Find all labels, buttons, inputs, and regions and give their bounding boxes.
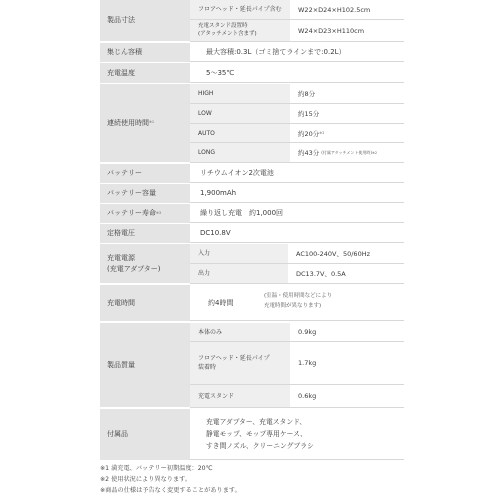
label-capacity: バッテリー容量 xyxy=(100,184,190,203)
label-adapter-sub: (充電アダプター) xyxy=(107,264,161,273)
value-voltage: DC10.8V xyxy=(200,229,231,237)
label-battery: バッテリー xyxy=(100,164,190,183)
row-adapter xyxy=(100,244,404,284)
footnote: ※1 満充電、バッテリー初期温度：20℃ xyxy=(100,465,213,472)
row-capacity xyxy=(100,184,404,204)
adapter-input-key: 入力 xyxy=(190,244,288,263)
row-life xyxy=(100,204,404,224)
value-temp: 5〜35℃ xyxy=(206,68,235,77)
accessory-line: 充電アダプター、充電スタンド、 xyxy=(206,418,307,426)
runtime-item: HIGH 約8分 xyxy=(190,84,404,104)
size-value-stand: W24×D23×H110cm xyxy=(298,26,365,35)
charge-note-2: 充電時間が異なります) xyxy=(264,303,322,310)
value-capacity: 1,900mAh xyxy=(200,189,237,197)
row-voltage xyxy=(100,224,404,244)
row-accessories xyxy=(100,409,404,461)
weight-full-key-sub: 装着時 xyxy=(198,364,217,371)
runtime-item: LOW 約15分 xyxy=(190,104,404,124)
adapter-output-key: 出力 xyxy=(190,264,288,283)
label-runtime-note: ※1 xyxy=(149,120,155,125)
label-size: 製品寸法 xyxy=(100,0,190,41)
row-battery xyxy=(100,164,404,184)
size-key-stand-note: (アタッチメント含まず) xyxy=(198,30,257,37)
footnotes xyxy=(100,463,404,496)
accessory-line: 静電モップ、モップ専用ケース、 xyxy=(206,429,307,438)
value-life: 繰り返し充電 約1,000回 xyxy=(200,209,284,217)
label-charge: 充電時間 xyxy=(100,285,190,321)
row-charge xyxy=(100,285,404,322)
spec-table xyxy=(100,0,404,500)
weight-stand-value: 0.6kg xyxy=(298,392,317,400)
row-dust xyxy=(100,43,404,63)
label-accessories: 付属品 xyxy=(100,409,190,460)
size-value-with-head: W22×D24×H102.5cm xyxy=(298,5,371,14)
label-voltage: 定格電圧 xyxy=(100,224,190,243)
value-dust: 最大容積:0.3L（ゴミ捨てラインまで:0.2L） xyxy=(206,48,346,56)
footnote: ※商品の仕様は予告なく変更することがあります。 xyxy=(100,487,241,495)
label-temp: 充電温度 xyxy=(100,63,190,83)
weight-full-value: 1.7kg xyxy=(298,359,317,367)
label-runtime: 連続使用時間 xyxy=(107,118,149,127)
runtime-item: AUTO 約20分 ※2 xyxy=(190,124,404,143)
label-weight: 製品質量 xyxy=(100,323,190,407)
row-weight xyxy=(100,323,404,408)
adapter-input-value: AC100-240V、50/60Hz xyxy=(296,250,371,258)
row-temp xyxy=(100,63,404,84)
weight-full-key: フロアヘッド・延長パイプ xyxy=(198,355,270,362)
label-adapter: 充電電源 xyxy=(107,254,135,263)
size-key-stand: 充電スタンド設置時 xyxy=(198,23,248,30)
size-key-with-head: フロアヘッド・延長パイプ含む xyxy=(190,0,290,19)
weight-body-key: 本体のみ xyxy=(190,323,290,341)
label-life-note: ※3 xyxy=(156,210,162,215)
label-dust: 集じん容積 xyxy=(100,43,190,62)
weight-stand-key: 充電スタンド xyxy=(190,385,290,407)
accessory-line: すき間ノズル、クリーニングブラシ xyxy=(206,441,314,450)
value-battery: リチウムイオン2次電池 xyxy=(200,169,274,177)
weight-body-value: 0.9kg xyxy=(298,328,317,336)
footnote: ※2 使用状況により異なります。 xyxy=(100,476,192,484)
row-size xyxy=(100,0,404,42)
adapter-output-value: DC13.7V、0.5A xyxy=(296,270,346,278)
label-life: バッテリー寿命 xyxy=(107,209,156,218)
runtime-item: LONG 約43分 (付属アタッチメント使用時) ※2 xyxy=(190,143,404,163)
value-charge: 約4時間 xyxy=(208,298,234,307)
row-runtime xyxy=(100,84,404,163)
charge-note-1: (室温・使用時間などにより xyxy=(264,293,333,299)
